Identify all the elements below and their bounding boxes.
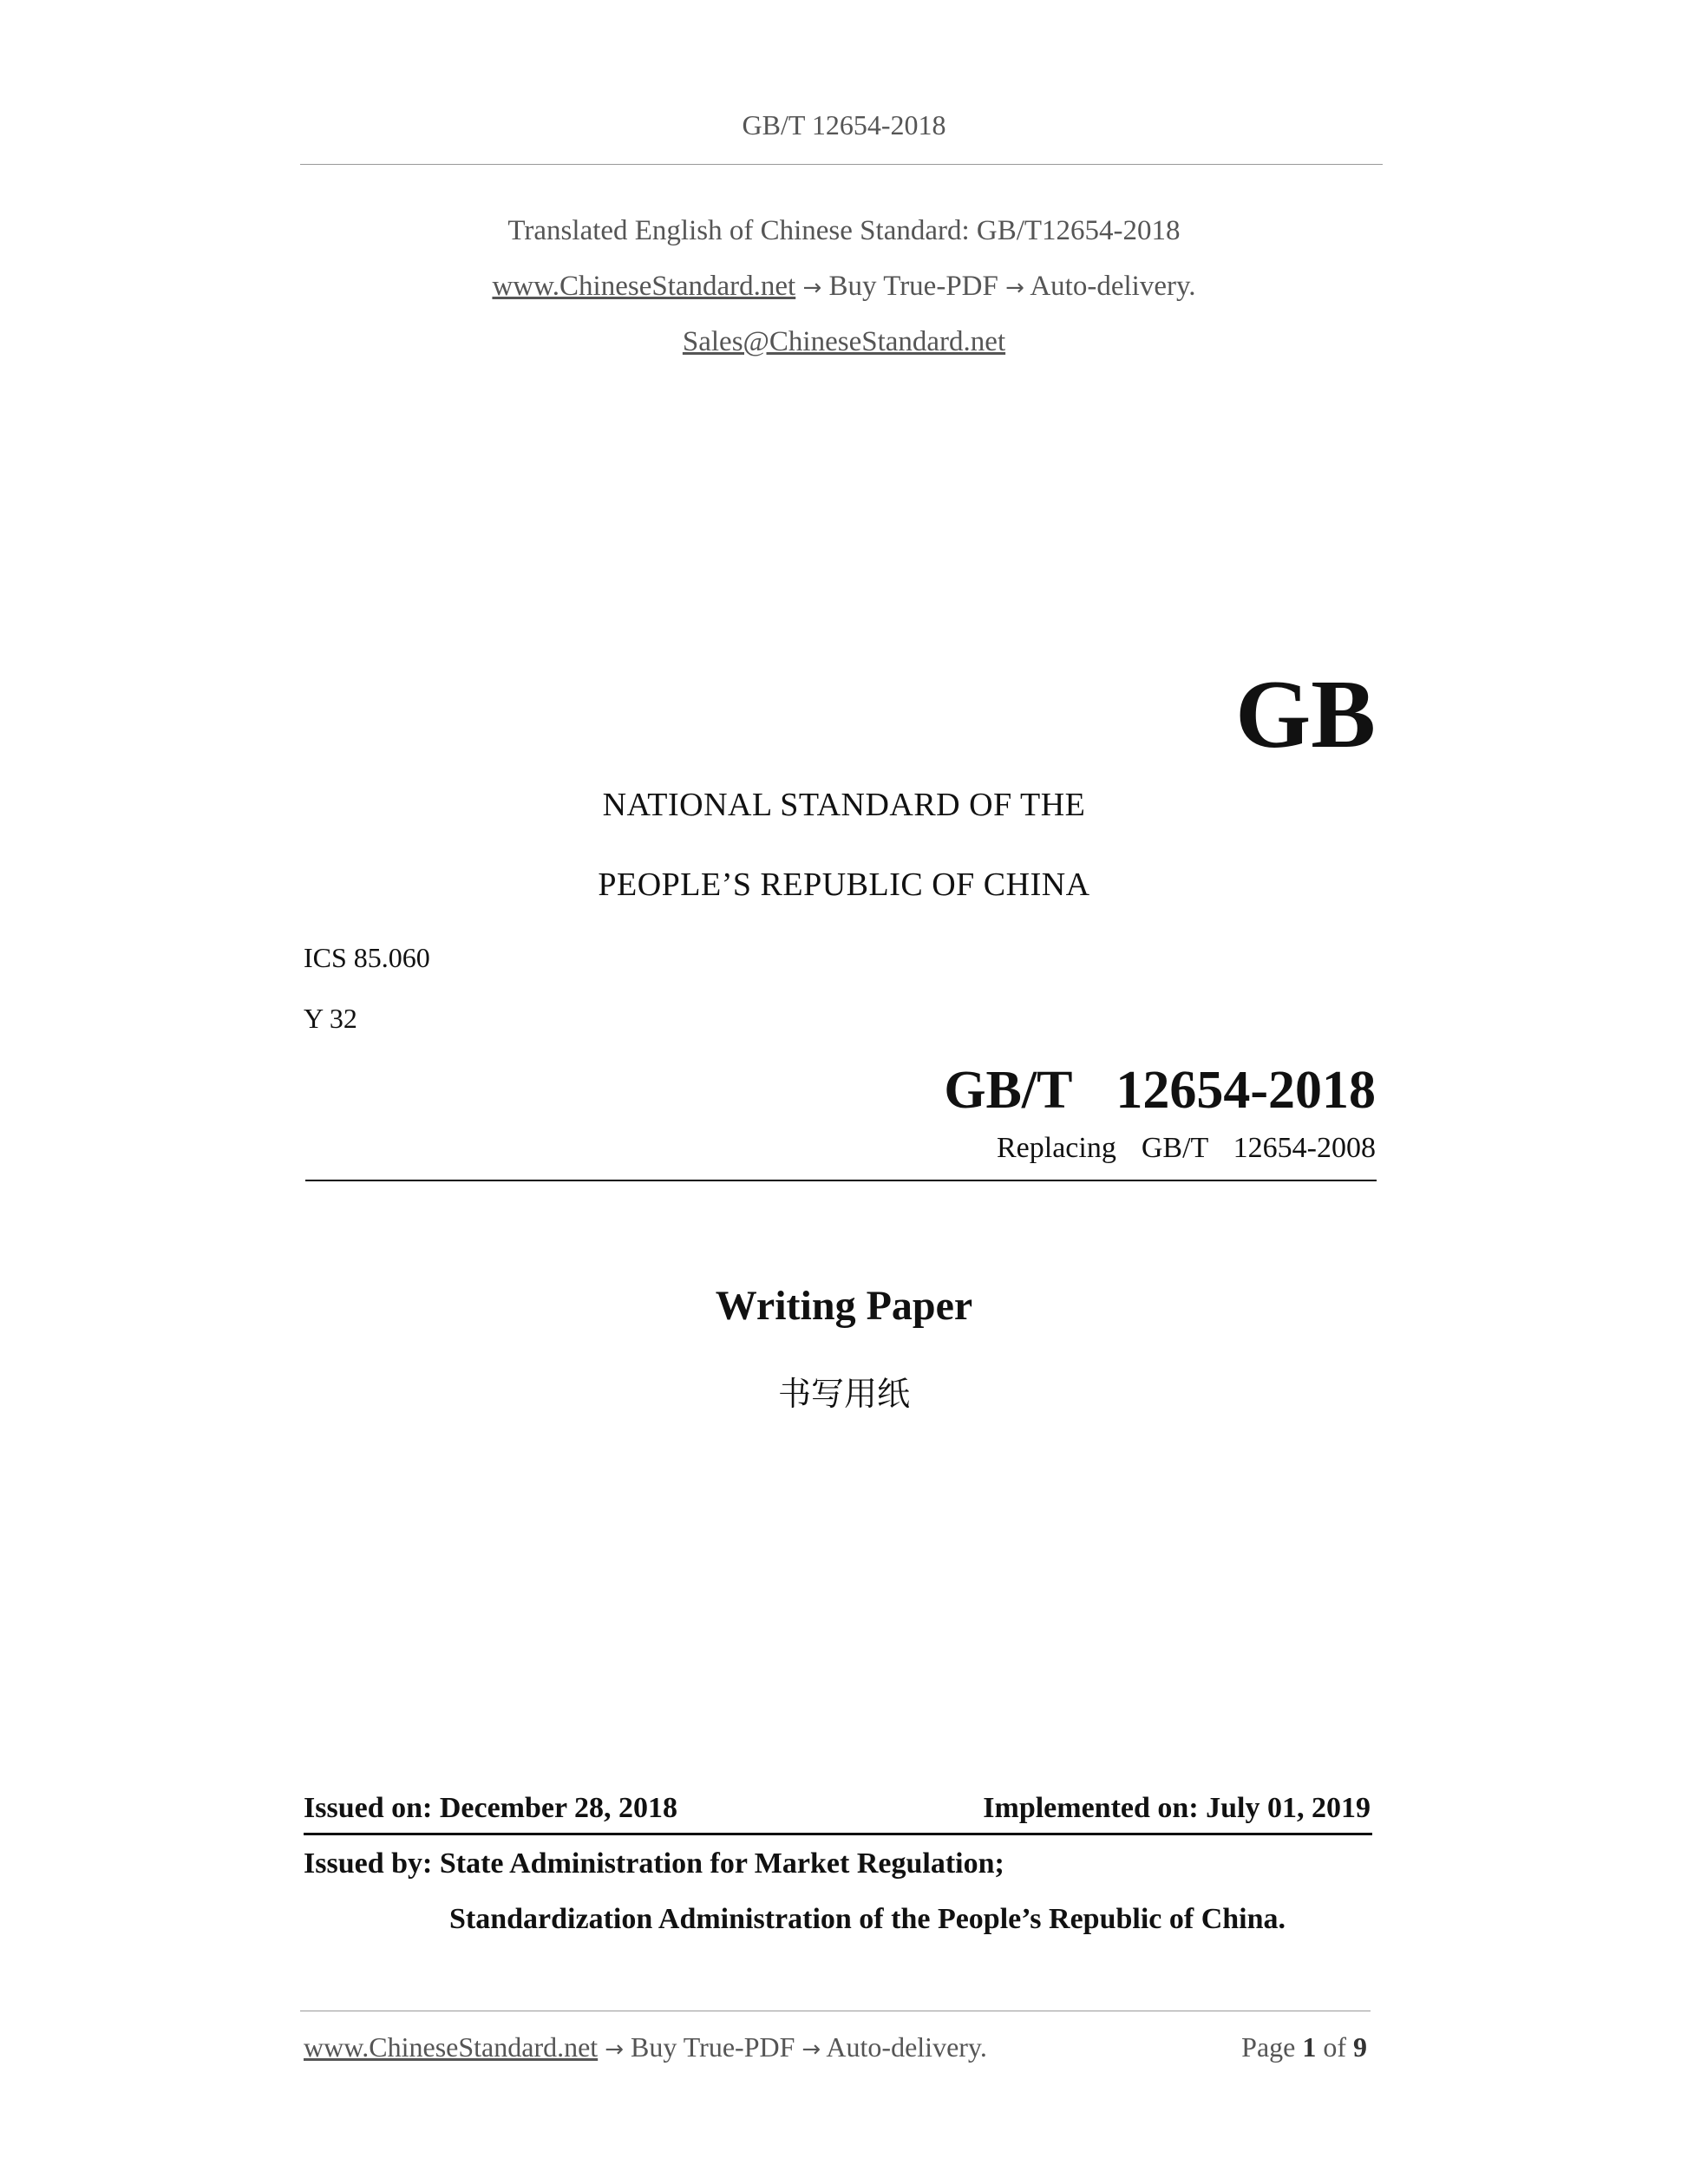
issued-on-date: Issued on: December 28, 2018 [304,1792,677,1824]
page-indicator [1241,2031,1367,2063]
issued-by-continued: Standardization Administration of the People’s Republic of China. [449,1903,1286,1935]
ics-code: ICS 85.060 [304,942,430,973]
buy-text: Buy True-PDF [828,271,998,302]
document-title-en: Writing Paper [715,1283,973,1329]
header-standard-code: GB/T 12654-2018 [742,109,946,141]
replacing-standard: Replacing GB/T 12654-2008 [997,1132,1376,1164]
implemented-on-date: Implemented on: July 01, 2019 [983,1792,1371,1824]
arrow-right-icon: → [801,2037,821,2063]
footer-delivery-text: Auto-delivery. [826,2031,987,2063]
arrow-right-icon: → [1005,275,1024,301]
sales-email-link[interactable]: Sales@ChineseStandard.net [682,326,1006,357]
ccs-code: Y 32 [304,1003,357,1034]
arrow-right-icon: → [802,275,822,301]
issue-divider [304,1833,1372,1835]
footer-promo [304,2031,987,2063]
footer-buy-text: Buy True-PDF [630,2031,795,2063]
sales-line [0,326,1688,358]
page-number: 1 [1302,2031,1317,2063]
title-divider [305,1180,1377,1181]
of-label: of [1323,2031,1346,2063]
arrow-right-icon: → [605,2037,624,2063]
footer-site-link[interactable]: www.ChineseStandard.net [304,2031,599,2063]
page-total: 9 [1353,2031,1367,2063]
page-label: Page [1241,2031,1296,2063]
delivery-text: Auto-delivery. [1030,271,1196,302]
header-divider [300,164,1383,165]
translated-notice: Translated English of Chinese Standard: GB/T12654-2018 [507,215,1181,246]
gb-logo: GB [1235,661,1376,768]
document-title-cn: 书写用纸 [777,1375,910,1413]
site-link[interactable]: www.ChineseStandard.net [492,271,796,302]
promo-line [0,271,1688,303]
issued-by: Issued by: State Administration for Market Regulation; [304,1847,1004,1880]
standard-number: GB/T 12654-2018 [944,1061,1376,1120]
national-standard-line-1: NATIONAL STANDARD OF THE [602,787,1086,823]
national-standard-line-2: PEOPLE’S REPUBLIC OF CHINA [598,866,1090,903]
